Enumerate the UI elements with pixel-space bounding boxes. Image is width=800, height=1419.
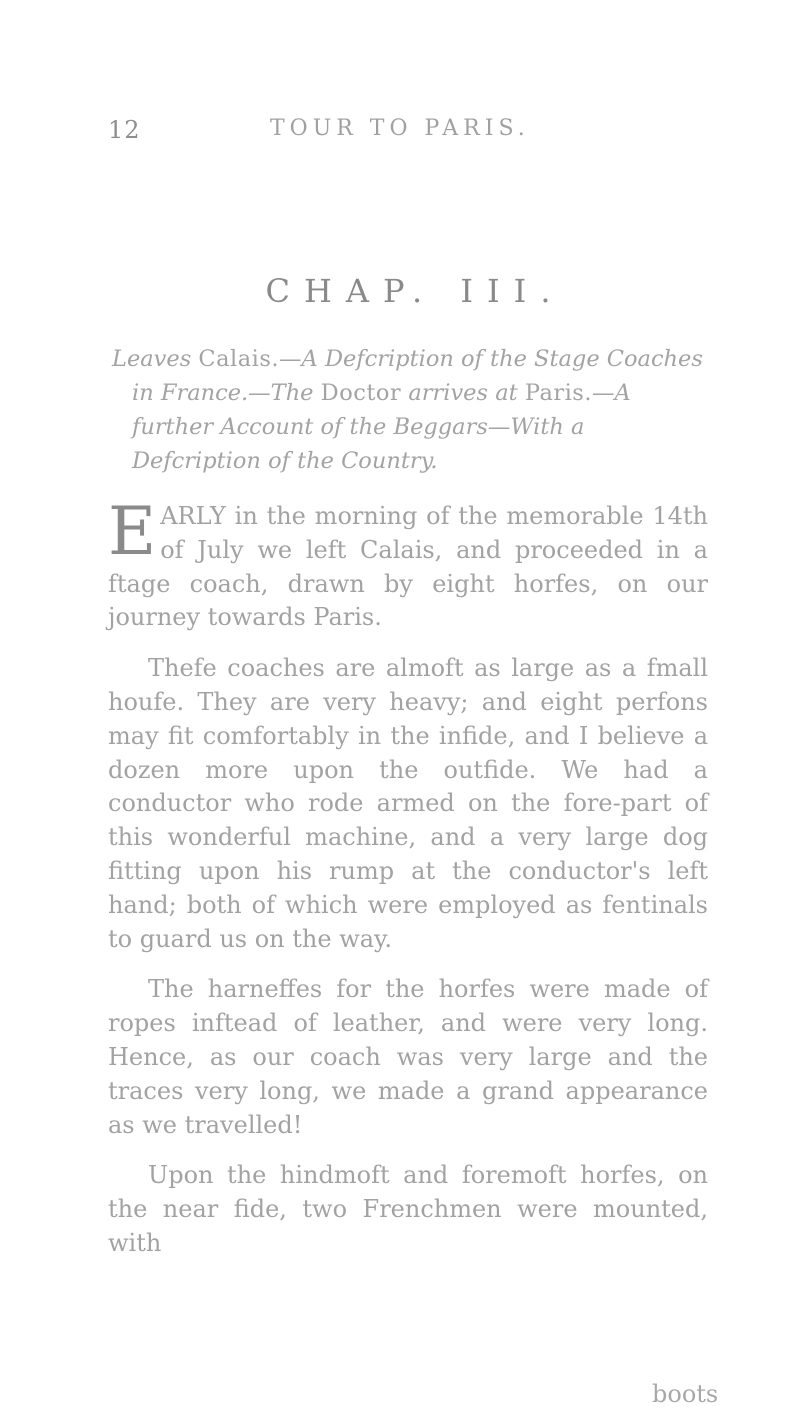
summary-part: —A further Account of the Beggars—With a Defcription of the Country.	[132, 380, 631, 474]
summary-part: Calais.	[198, 346, 280, 372]
paragraph-2: Thefe coaches are almoft as large as a fmall houfe. They are very heavy; and eight perfons may fit comfortably in the infide, and I believe a dozen more upon the outfide. We had a conductor who rode armed on the fore-part of this wonderful machine, and a very large dog fitting upon his rump at the conductor's left hand; both of which were employed as fentinals to guard us on the way.	[108, 654, 708, 953]
summary-part: Doctor	[320, 380, 402, 406]
summary-part: —A Defcription of the Stage Coaches in France.—The	[132, 346, 703, 406]
paragraph-3: The harneffes for the horfes were made of ropes inftead of leather, and were very long. Hence, as our coach was very large and the traces very long, we made a grand appearance as we travelled!	[108, 975, 708, 1139]
paragraph-4: Upon the hindmoft and foremoft horfes, on the near fide, two Frenchmen were mounted, with	[108, 1161, 708, 1257]
summary-part: arrives at	[408, 380, 518, 406]
body-text	[108, 493, 708, 1278]
drop-cap: E	[108, 493, 157, 570]
page-number: 12	[108, 116, 141, 144]
chapter-summary	[112, 342, 704, 478]
summary-part: Leaves	[112, 346, 192, 372]
running-title: TOUR TO PARIS.	[270, 116, 530, 141]
paragraph-1	[108, 493, 708, 635]
catchword: boots	[652, 1380, 719, 1408]
chapter-heading: CHAP. III.	[265, 272, 565, 310]
paragraph-text: ARLY in the morning of the memorable 14th of July we left Calais, and proceeded in a ftage coach, drawn by eight horfes, on our journey towards Paris.	[108, 502, 708, 632]
summary-part: Paris.	[524, 380, 593, 406]
running-head	[0, 112, 800, 152]
